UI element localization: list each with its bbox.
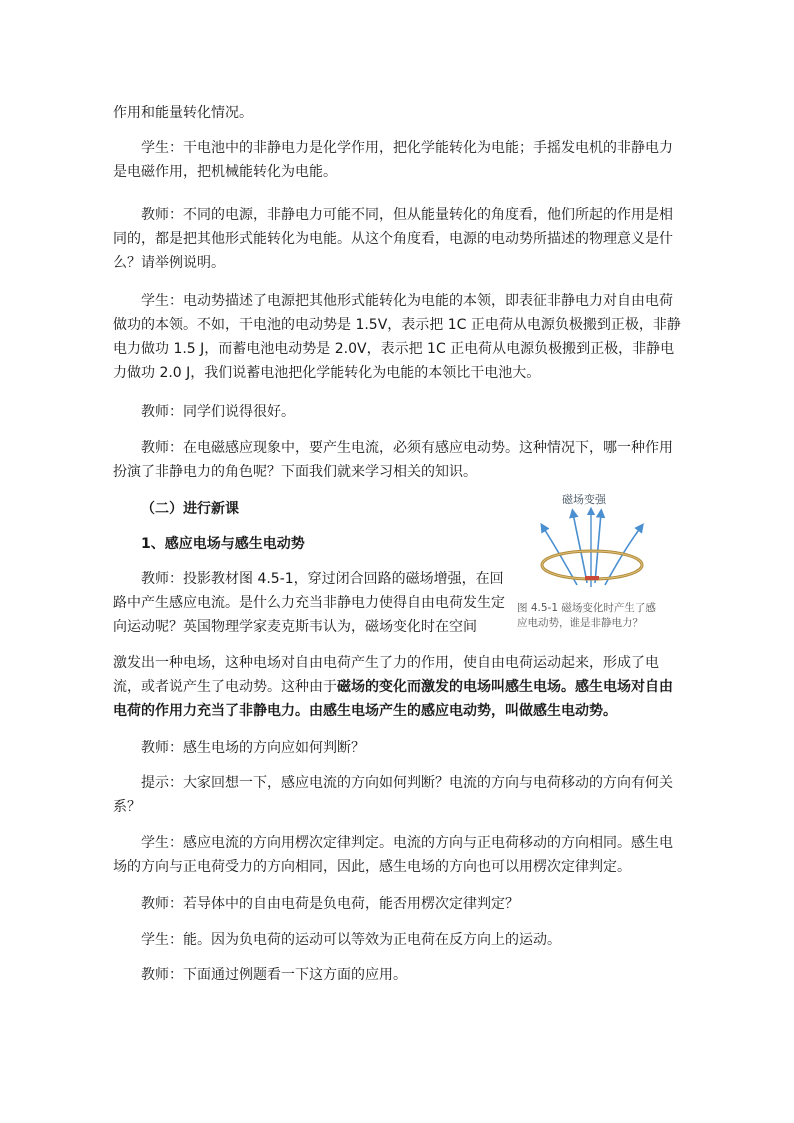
magnetic-field-loop-illustration [537, 505, 647, 597]
paragraph: 教师：同学们说得很好。 [141, 404, 295, 420]
paragraph: 教师：下面通过例题看一下这方面的应用。 [141, 967, 407, 983]
paragraph: 教师：在电磁感应现象中，要产生电流，必须有感应电动势。这种情况下，哪一种作用扮演了非静电力的角色呢？下面我们就来学习相关的知识。 [113, 440, 673, 480]
paragraph-text: 激发出一种电场，这种电场对自由电荷产生了力的作用，使自由电荷运动起来，形成了电流，或者说产生了电动势。这种由于 [113, 655, 659, 695]
paragraph: 作用和能量转化情况。 [113, 105, 253, 121]
conducting-ring-highlight [542, 551, 642, 579]
field-line [595, 513, 601, 583]
paragraph: 教师：若导体中的自由电荷是负电荷，能否用楞次定律判定？ [141, 896, 519, 912]
paragraph [113, 651, 681, 723]
figure-title: 磁场变强 [562, 493, 606, 506]
figure-magnetic-loop [517, 489, 667, 639]
paragraph: 学生：电动势描述了电源把其他形式能转化为电能的本领，即表征非静电力对自由电荷做功的本领。不如，干电池的电动势是 1.5V，表示把 1C 正电荷从电源负极搬到正极，非静电力做功 1.5 J，而蓄电池电动势是 2.0V，表示把 1C 正电荷从电源负极搬到正极，非静电力做功 2.0 J，我们说蓄电池把化学能转化为电能的本领比干电池大。 [113, 293, 681, 381]
paragraph: 教师：投影教材图 4.5-1，穿过闭合回路的磁场增强，在回路中产生感应电流。是什么力充当非静电力使得自由电荷发生定向运动呢？英国物理学家麦克斯韦认为，磁场变化时在空间 [113, 571, 505, 635]
paragraph: 教师：感生电场的方向应如何判断？ [141, 740, 365, 756]
paragraph: 学生：感应电流的方向用楞次定律判定。电流的方向与正电荷移动的方向相同。感生电场的方向与正电荷受力的方向相同，因此，感生电场的方向也可以用楞次定律判定。 [113, 835, 673, 875]
ring-resistor [585, 576, 599, 580]
section-heading: （二）进行新课 [141, 501, 239, 517]
paragraph: 学生：干电池中的非静电力是化学作用，把化学能转化为电能；手摇发电机的非静电力是电磁作用，把机械能转化为电能。 [113, 140, 673, 180]
paragraph: 学生：能。因为负电荷的运动可以等效为正电荷在反方向上的运动。 [141, 932, 561, 948]
emphasis-text: 磁场的变化而激发的电场叫感生电场。感生电场对自由电荷的作用力充当了非静电力。由感生电场产生的感应电动势，叫做感生电动势。 [113, 679, 673, 719]
paragraph: 教师：不同的电源，非静电力可能不同，但从能量转化的角度看，他们所起的作用是相同的，都是把其他形式能转化为电能。从这个角度看，电源的电动势所描述的物理意义是什么？请举例说明。 [113, 207, 673, 271]
paragraph: 提示：大家回想一下，感应电流的方向如何判断？电流的方向与电荷移动的方向有何关系？ [113, 775, 673, 815]
figure-caption: 图 4.5-1 磁场变化时产生了感应电动势，谁是非静电力？ [517, 602, 656, 629]
subsection-heading: 1、感应电场与感生电动势 [141, 536, 305, 552]
field-line [573, 513, 587, 583]
